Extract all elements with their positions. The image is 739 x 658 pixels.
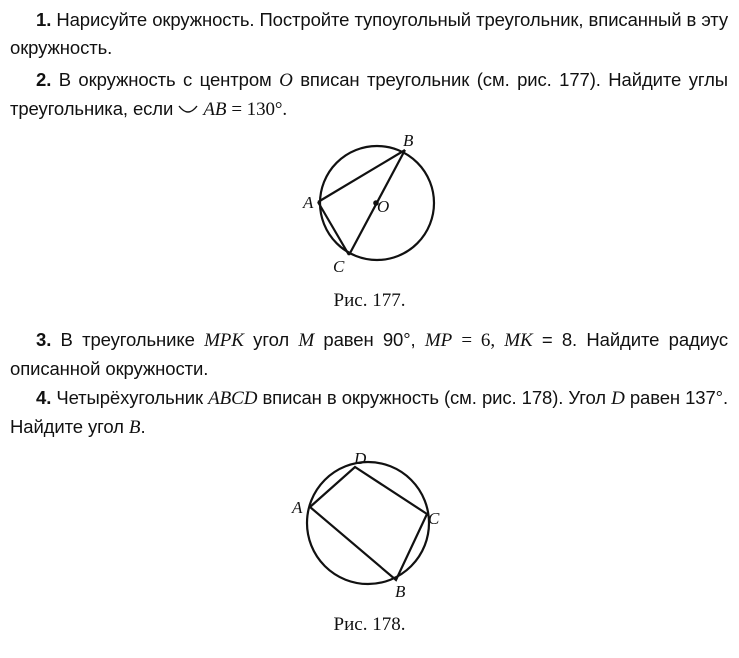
problem-4-text-a: Четырёхугольник [56,387,204,408]
angle-b: B [128,417,141,438]
quad-abcd: ABCD [208,388,258,409]
fig177-label-a: A [303,193,314,212]
fig178-label-a: A [292,498,303,517]
problem-1: 1. Нарисуйте окружность. Постройте тупоугольный треугольник, вписанный в эту окружность. [10,9,728,58]
problem-3-number: 3 [36,329,47,350]
figure-178 [290,440,450,600]
problem-3-text-b: угол [253,329,290,350]
fig178-label-c: C [428,509,440,528]
arc-symbol-icon [178,104,198,116]
fig178-circle [307,462,429,584]
problem-2: 2. В окружность с центром O вписан треугольник (см. рис. 177). Найдите углы треугольника, если AB = 130°. [10,69,728,120]
fig178-quadrilateral [310,467,427,580]
fig177-label-b: B [403,131,414,150]
triangle-mpk: MPK [204,330,244,351]
fig178-label-b: B [395,582,406,600]
fig178-caption: Рис. 178. [333,614,406,635]
problem-3: 3. В треугольнике MPK угол M равен 90°, MP = 6, MK = 8. Найдите радиус описанной окружности. [10,329,729,379]
problem-3-text-c: равен 90°, [323,329,416,350]
fig177-side-ac [318,202,349,255]
problem-3-text-d: = 8. Найдите радиус описанной окружности. [10,329,729,379]
problem-1-number: 1 [36,9,47,30]
fig178-label-d: D [354,449,367,468]
fig177-label-c: C [333,257,345,276]
angle-d: D [611,388,625,409]
angle-m: M [298,330,315,351]
problem-2-number: 2 [36,69,47,90]
problem-2-text-b: вписан треугольник (см. рис. 177). Найдите углы треугольника, если [10,69,728,119]
arc-ab: AB [203,99,227,120]
problem-2-text-a: В окружность с центром [58,69,272,90]
segment-mp: MP [424,330,453,351]
segment-mk: MK [504,330,533,351]
problem-4-text-c: равен 137°. Найдите угол [10,387,729,437]
fig177-label-o: O [377,197,390,216]
problem-3-mp-value: = 6, [461,330,495,351]
figure-177 [290,128,450,278]
problem-4-number: 4 [36,387,47,408]
problem-4-text-b: вписан в окружность (см. рис. 178). Угол [262,387,606,408]
problem-4-period: . [140,416,146,437]
fig177-caption: Рис. 177. [333,290,406,311]
problem-4: 4. Четырёхугольник ABCD вписан в окружность (см. рис. 178). Угол D равен 137°. Найдите угол B. [10,387,729,438]
center-o: O [279,70,293,91]
problem-3-text-a: В треугольнике [60,329,195,350]
arc-value: = 130°. [231,99,288,120]
problem-1-text: Нарисуйте окружность. Постройте тупоугольный треугольник, вписанный в эту окружность. [10,9,728,58]
